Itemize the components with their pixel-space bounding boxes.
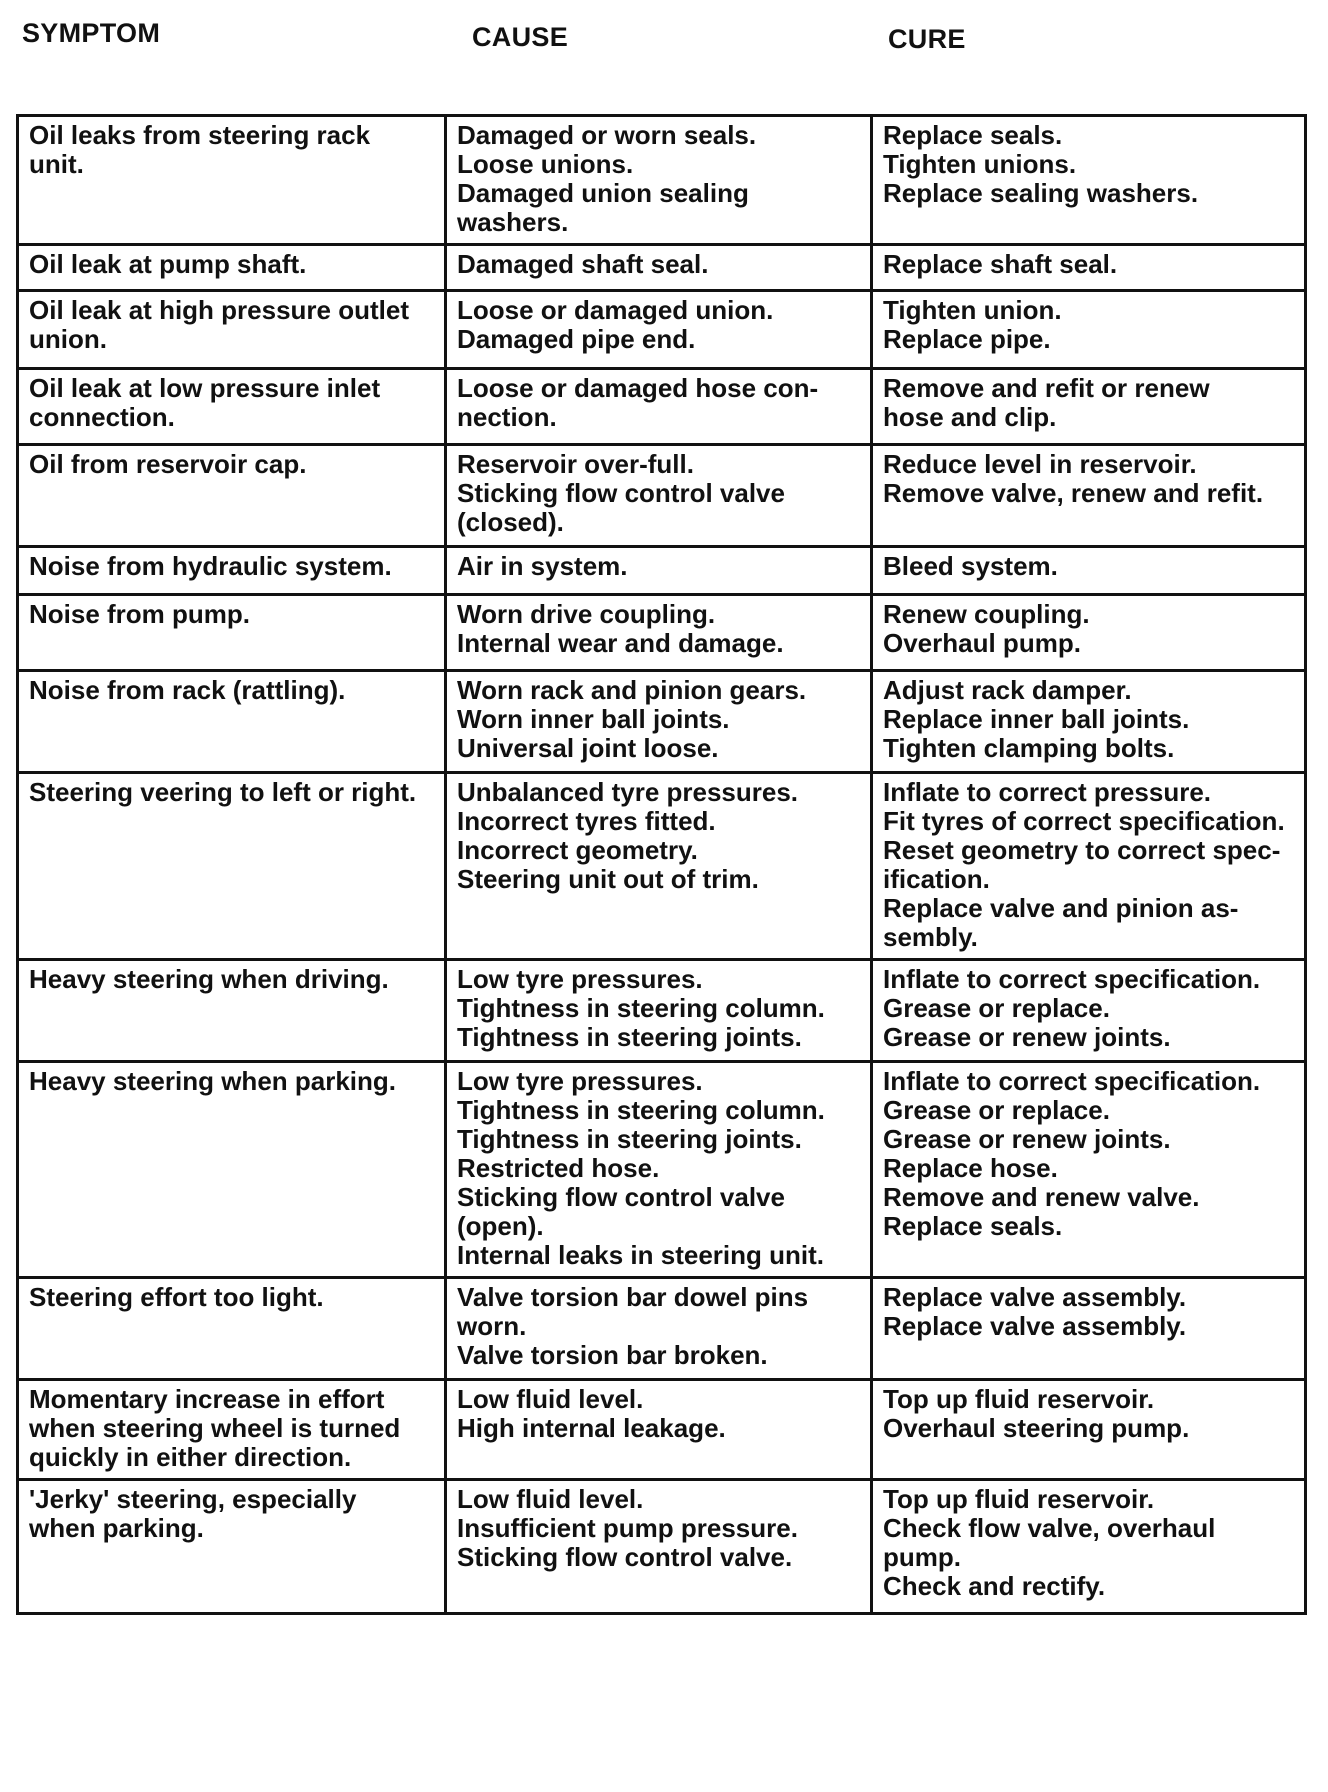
table-row — [18, 1278, 1306, 1380]
symptom-cell: Steering effort too light. — [18, 1278, 446, 1380]
cause-cell: Worn rack and pinion gears. Worn inner ball joints. Universal joint loose. — [446, 671, 872, 773]
cause-cell: Unbalanced tyre pressures. Incorrect tyres fitted. Incorrect geometry. Steering unit out of trim. — [446, 773, 872, 960]
table-row — [18, 671, 1306, 773]
symptom-cell: Noise from rack (rattling). — [18, 671, 446, 773]
cure-cell: Replace shaft seal. — [872, 245, 1306, 291]
cause-cell: Low tyre pressures. Tightness in steering column. Tightness in steering joints. Restricted hose. Sticking flow control valve (open). Internal leaks in steering unit. — [446, 1062, 872, 1278]
table-row — [18, 595, 1306, 671]
symptom-cell: Heavy steering when parking. — [18, 1062, 446, 1278]
column-headers — [0, 14, 1328, 64]
table-row — [18, 547, 1306, 595]
cause-cell: Loose or damaged hose con- nection. — [446, 369, 872, 445]
table-row — [18, 960, 1306, 1062]
table-row — [18, 1380, 1306, 1480]
symptom-cell: 'Jerky' steering, especially when parking. — [18, 1480, 446, 1614]
table-row — [18, 369, 1306, 445]
cause-cell: Valve torsion bar dowel pins worn. Valve torsion bar broken. — [446, 1278, 872, 1380]
symptom-cell: Oil from reservoir cap. — [18, 445, 446, 547]
cure-cell: Inflate to correct pressure. Fit tyres of correct specification. Reset geometry to correct spec- ification. Replace valve and pinion as- sembly. — [872, 773, 1306, 960]
cause-cell: Reservoir over-full. Sticking flow control valve (closed). — [446, 445, 872, 547]
symptom-cell: Heavy steering when driving. — [18, 960, 446, 1062]
symptom-cell: Oil leak at low pressure inlet connection. — [18, 369, 446, 445]
cure-cell: Replace valve assembly. Replace valve assembly. — [872, 1278, 1306, 1380]
cure-cell: Adjust rack damper. Replace inner ball joints. Tighten clamping bolts. — [872, 671, 1306, 773]
table-body — [18, 116, 1306, 1614]
cause-cell: Low tyre pressures. Tightness in steering column. Tightness in steering joints. — [446, 960, 872, 1062]
cure-cell: Top up fluid reservoir. Overhaul steering pump. — [872, 1380, 1306, 1480]
symptom-cell: Oil leak at high pressure outlet union. — [18, 291, 446, 369]
cure-cell: Replace seals. Tighten unions. Replace sealing washers. — [872, 116, 1306, 245]
cure-cell: Inflate to correct specification. Grease or replace. Grease or renew joints. Replace hose. Remove and renew valve. Replace seals. — [872, 1062, 1306, 1278]
table-row — [18, 1062, 1306, 1278]
cure-cell: Top up fluid reservoir. Check flow valve, overhaul pump. Check and rectify. — [872, 1480, 1306, 1614]
header-symptom: SYMPTOM — [22, 18, 161, 48]
symptom-cell: Momentary increase in effort when steering wheel is turned quickly in either direction. — [18, 1380, 446, 1480]
table-row — [18, 116, 1306, 245]
troubleshooting-table — [16, 114, 1307, 1615]
cause-cell: Low fluid level. High internal leakage. — [446, 1380, 872, 1480]
symptom-cell: Oil leak at pump shaft. — [18, 245, 446, 291]
symptom-cell: Noise from hydraulic system. — [18, 547, 446, 595]
table-row — [18, 445, 1306, 547]
cause-cell: Damaged shaft seal. — [446, 245, 872, 291]
symptom-cell: Oil leaks from steering rack unit. — [18, 116, 446, 245]
cause-cell: Damaged or worn seals. Loose unions. Damaged union sealing washers. — [446, 116, 872, 245]
cause-cell: Worn drive coupling. Internal wear and damage. — [446, 595, 872, 671]
table-row — [18, 291, 1306, 369]
cure-cell: Remove and refit or renew hose and clip. — [872, 369, 1306, 445]
table-row — [18, 1480, 1306, 1614]
cause-cell: Air in system. — [446, 547, 872, 595]
cure-cell: Inflate to correct specification. Grease or replace. Grease or renew joints. — [872, 960, 1306, 1062]
cure-cell: Tighten union. Replace pipe. — [872, 291, 1306, 369]
header-cure: CURE — [888, 24, 966, 54]
symptom-cell: Noise from pump. — [18, 595, 446, 671]
table-row — [18, 773, 1306, 960]
table-row — [18, 245, 1306, 291]
cure-cell: Renew coupling. Overhaul pump. — [872, 595, 1306, 671]
cause-cell: Loose or damaged union. Damaged pipe end. — [446, 291, 872, 369]
cure-cell: Reduce level in reservoir. Remove valve, renew and refit. — [872, 445, 1306, 547]
header-cause: CAUSE — [472, 22, 569, 52]
symptom-cell: Steering veering to left or right. — [18, 773, 446, 960]
cause-cell: Low fluid level. Insufficient pump pressure. Sticking flow control valve. — [446, 1480, 872, 1614]
cure-cell: Bleed system. — [872, 547, 1306, 595]
